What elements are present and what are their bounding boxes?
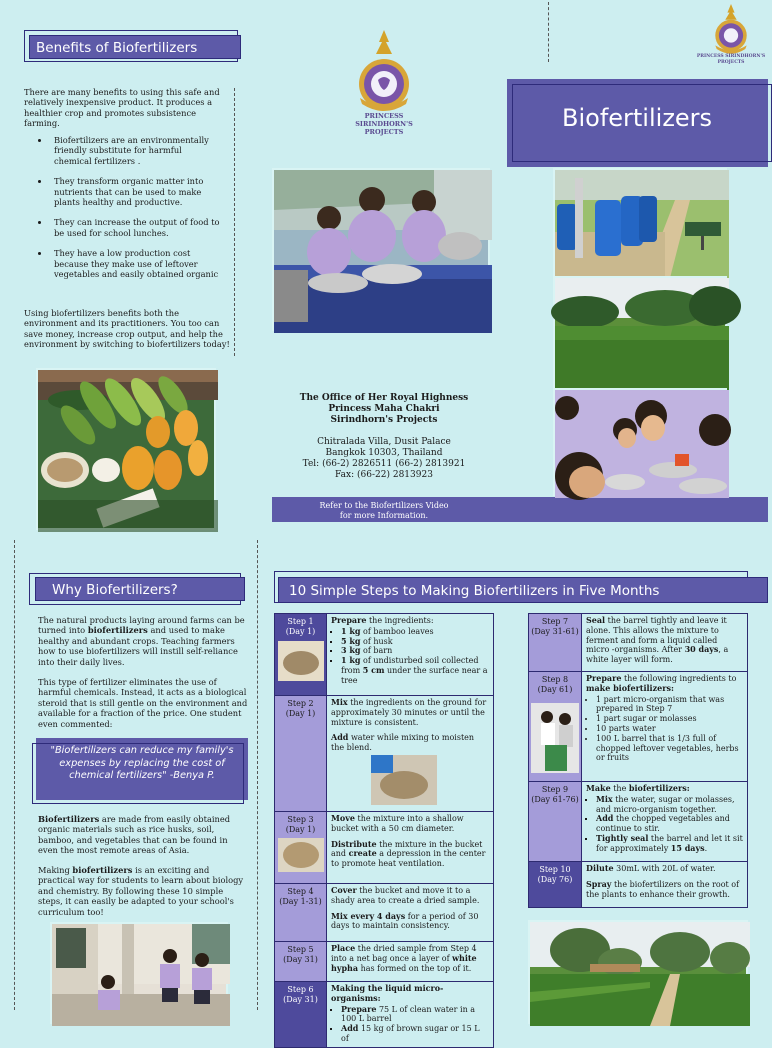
step-content: Prepare the following ingredients to make biofertilizers: • 1 part micro-organism that was prepared in Step 7 • 1 part sugar or molasses • 10 parts water • 100 L barrel that is 1/3 full of chopped leftover vegetables, herbs or fruits <box>582 672 748 782</box>
students-eating-photo <box>553 388 727 496</box>
why-title: Why Biofertilizers? <box>35 577 245 601</box>
step-label: Step 5 (Day 31) <box>275 942 327 982</box>
why-paragraph: Making biofertilizers is an exciting and practical way for students to learn about biology and chemistry. By following these 10 simple steps, it can easily be adapted to your school's curriculum too! <box>38 865 244 917</box>
students-lunch-photo <box>272 168 490 331</box>
video-banner-text: for more Information. <box>339 510 429 520</box>
office-address: Chitralada Villa, Dusit Palace <box>317 437 451 447</box>
column-divider <box>14 540 15 1010</box>
step-content: Making the liquid micro-organisms: ▪ Prepare 75 L of clean water in a 100 L barrel ▪ Add 15 kg of brown sugar or 15 L of <box>327 982 494 1048</box>
benefits-intro: There are many benefits to using this safe and relatively inexpensive product. It produces a healthier crop and promotes subsistence farming. <box>24 87 220 129</box>
logo <box>696 4 766 65</box>
kids-outdoor-photo <box>50 922 228 1024</box>
list-item: • They can increase the output of food to be used for school lunches. <box>50 217 222 238</box>
table-row <box>275 884 494 942</box>
step-content: Make the biofertilizers: ▪ Mix the water, sugar or molasses, and micro-organism together. ▪ Add the chopped vegetables and continue to stir. ▪ Tightly seal the barrel and let it sit for approximately 15 days. <box>582 782 748 862</box>
step-label: Step 3 (Day 1) <box>275 812 327 884</box>
office-name: The Office of Her Royal Highness <box>299 393 469 403</box>
barrels-photo <box>553 168 727 276</box>
step-content: Seal the barrel tightly and leave it alone. This allows the mixture to ferment and form a liquid called micro -organisms. After 30 days, a white layer will form. <box>582 614 748 672</box>
table-row <box>529 862 748 908</box>
produce-photo <box>36 368 216 530</box>
student-quote: "Biofertilizers can reduce my family's expenses by replacing the cost of chemical fertilizers" -Benya P. <box>50 745 234 781</box>
princess-projects-emblem-icon <box>696 4 766 54</box>
list-item: • Biofertilizers are an environmentally friendly substitute for harmful chemical fertilizers . <box>50 135 222 166</box>
logo-caption: PROJECTS <box>717 59 745 65</box>
column-divider <box>234 88 235 356</box>
bucket-photo <box>278 838 324 872</box>
steps-table-left <box>274 613 494 1048</box>
video-banner-text: Refer to the Biofertilizers Video <box>319 501 449 510</box>
list-item: • They have a low production cost because they make use of leftover vegetables and easily obtained organic <box>50 248 222 279</box>
field-photo <box>553 276 727 388</box>
logo-caption: PROJECTS <box>364 128 404 136</box>
step-content: Mix the ingredients on the ground for approximately 30 minutes or until the mixture is consistent. Add water while mixing to moisten the blend. <box>327 696 494 812</box>
table-row <box>275 614 494 696</box>
step-label: Step 4 (Day 1-31) <box>275 884 327 942</box>
step-label: Step 8 (Day 61) <box>529 672 582 782</box>
step-content: Prepare the ingredients: ▪ 1 kg of bamboo leaves ▪ 5 kg of husk ▪ 3 kg of barn ▪ 1 kg of undisturbed soil collected from 5 cm under the surface near a tree <box>327 614 494 696</box>
ingredients-photo <box>278 641 324 681</box>
cover-title: Biofertilizers <box>562 104 713 132</box>
office-name: Sirindhorn's Projects <box>330 415 438 425</box>
why-paragraph: This type of fertilizer eliminates the use of harmful chemicals. Instead, it acts as a biological steroid that is still gentle on the environment and available for a fraction of the price. One student even commented: <box>38 677 248 729</box>
princess-projects-emblem-icon <box>336 28 432 114</box>
students-barrel-photo <box>531 703 579 773</box>
step-label: Step 10 (Day 76) <box>529 862 582 908</box>
step-content: Place the dried sample from Step 4 into a net bag once a layer of white hypha has formed on the top of it. <box>327 942 494 982</box>
step-content: Dilute 30mL with 20L of water. Spray the biofertilizers on the root of the plants to enhance their growth. <box>582 862 748 908</box>
benefits-list <box>24 135 222 289</box>
why-paragraph: The natural products laying around farms can be turned into biofertilizers and used to make healthy and abundant crops. Teaching farmers how to use biofertilizers will instill self-reliance into their daily lives. <box>38 615 245 667</box>
office-address: Bangkok 10303, Thailand <box>325 448 443 458</box>
step-label: Step 2 (Day 1) <box>275 696 327 812</box>
office-phone: Tel: (66-2) 2826511 (66-2) 2813921 <box>302 459 466 469</box>
column-divider <box>257 540 258 1010</box>
benefits-title: Benefits of Biofertilizers <box>29 35 241 59</box>
list-item: • They transform organic matter into nutrients that can be used to make plants healthy and productive. <box>50 176 222 207</box>
farm-field-photo <box>528 920 748 1024</box>
column-divider <box>548 2 549 62</box>
steps-title: 10 Simple Steps to Making Biofertilizers in Five Months <box>278 577 768 603</box>
mixing-photo <box>371 755 437 805</box>
student-quote-box <box>36 738 248 800</box>
video-banner <box>272 497 768 522</box>
step-label: Step 9 (Day 61-76) <box>529 782 582 862</box>
step-content: Move the mixture into a shallow bucket with a 50 cm diameter. Distribute the mixture in the bucket and create a depression in the center to promote heat ventilation. <box>327 812 494 884</box>
table-row <box>275 982 494 1048</box>
step-label: Step 7 (Day 31-61) <box>529 614 582 672</box>
table-row <box>275 942 494 982</box>
steps-table-right <box>528 613 748 908</box>
benefits-outro: Using biofertilizers benefits both the environment and its practitioners. You too can save money, increase crop output, and help the environment by switching to biofertilizers today! <box>24 308 230 350</box>
office-name: Princess Maha Chakri <box>328 404 440 414</box>
logo-caption: PRINCESS SIRINDHORN'S <box>355 112 413 128</box>
table-row <box>275 812 494 884</box>
table-row <box>529 614 748 672</box>
table-row <box>529 782 748 862</box>
why-paragraph: Biofertilizers are made from easily obtained organic materials such as rice husks, soil, bamboo, and vegetables that can be found in even the most remote areas of Asia. <box>38 814 231 856</box>
table-row <box>275 696 494 812</box>
step-label: Step 1 (Day 1) <box>275 614 327 696</box>
logo <box>336 28 432 136</box>
logo-caption: PRINCESS SIRINDHORN'S <box>696 54 766 59</box>
office-contact <box>272 393 496 481</box>
office-fax: Fax: (66-22) 2813923 <box>335 470 433 480</box>
cover-title-box <box>507 79 768 167</box>
step-content: Cover the bucket and move it to a shady area to create a dried sample. Mix every 4 days for a period of 30 days to maintain consistency. <box>327 884 494 942</box>
step-label: Step 6 (Day 31) <box>275 982 327 1048</box>
table-row <box>529 672 748 782</box>
